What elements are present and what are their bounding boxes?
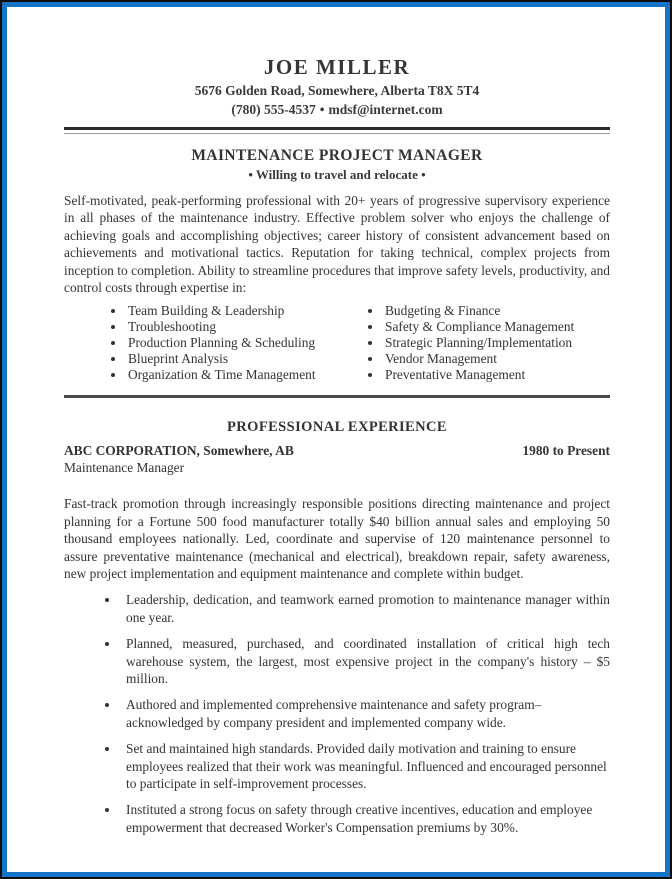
resume-page: [2, 2, 670, 877]
company-row: [64, 443, 610, 459]
section-divider: [64, 395, 610, 398]
header: [64, 55, 610, 118]
job-target-title: MAINTENANCE PROJECT MANAGER: [191, 147, 483, 164]
header-divider: [64, 127, 610, 134]
skill-item: • Troubleshooting: [126, 319, 337, 335]
experience-bullet-list: [64, 591, 610, 835]
skills-list-left: [64, 303, 337, 382]
job-title: Maintenance Manager: [64, 460, 185, 476]
email-address: mdsf@internet.com: [328, 102, 443, 117]
employment-dates: 1980 to Present: [522, 443, 610, 459]
address-line: 5676 Golden Road, Somewhere, Alberta T8X 5T4: [194, 83, 480, 98]
experience-bullet: • Set and maintained high standards. Provided daily motivation and training to ensure employees realized that their work was meaningful. Influenced and encouraged personnel to participate in self-improvement processes.: [120, 740, 610, 792]
experience-bullet: • Instituted a strong focus on safety through creative incentives, education and employee empowerment that decreased Worker's Compensation premiums by 30%.: [120, 801, 610, 835]
skill-item: • Strategic Planning/Implementation: [383, 335, 610, 351]
skill-item: • Blueprint Analysis: [126, 351, 337, 367]
candidate-name: JOE MILLER: [263, 55, 411, 79]
contact-separator: •: [319, 102, 325, 117]
job-target-subtitle: • Willing to travel and relocate •: [248, 167, 426, 182]
experience-bullet: • Authored and implemented comprehensive maintenance and safety program–acknowledged by company president and implemented company wide.: [120, 696, 610, 730]
skill-item: • Vendor Management: [383, 351, 610, 367]
skill-item: • Budgeting & Finance: [383, 303, 610, 319]
title-block: [64, 147, 610, 183]
summary-paragraph: Self-motivated, peak-performing professional with 20+ years of progressive supervisory experience in all phases of the maintenance industry. Effective problem solver who enjoys the challenge of achieving goals and accomplishing objectives; career history of consistent advancement based on achievements and motivational tactics. Reputation for taking technical, complex projects from inception to completion. Ability to streamline procedures that improve safety levels, productivity, and control costs through expertise in:: [64, 193, 610, 296]
skill-item: • Production Planning & Scheduling: [126, 335, 337, 351]
experience-description: Fast-track promotion through increasingly responsible positions directing maintenance and project planning for a Fortune 500 food manufacturer totally $40 billion annual sales and employing 50 thousand employees nationally. Led, coordinate and supervise of 120 maintenance personnel to assure preventative maintenance (mechanical and electrical), breakdown repair, safety awareness, new project implementation and equipment maintenance and complete within budget.: [64, 496, 610, 582]
skill-item: • Safety & Compliance Management: [383, 319, 610, 335]
skill-item: • Team Building & Leadership: [126, 303, 337, 319]
skills-list-right: [337, 303, 610, 382]
experience-bullet: • Leadership, dedication, and teamwork earned promotion to maintenance manager within one year.: [120, 591, 610, 625]
company-name: ABC CORPORATION, Somewhere, AB: [64, 443, 294, 459]
experience-bullet: • Planned, measured, purchased, and coordinated installation of critical high tech warehouse system, the largest, most expensive project in the company's history – $5 million.: [120, 635, 610, 687]
skill-item: • Organization & Time Management: [126, 367, 337, 383]
experience-section-title: PROFESSIONAL EXPERIENCE: [227, 419, 447, 436]
skills-columns: [64, 303, 610, 382]
skill-item: • Preventative Management: [383, 367, 610, 383]
contact-line: [64, 102, 610, 118]
resume-content: [7, 7, 665, 836]
phone-number: (780) 555-4537: [231, 102, 316, 117]
